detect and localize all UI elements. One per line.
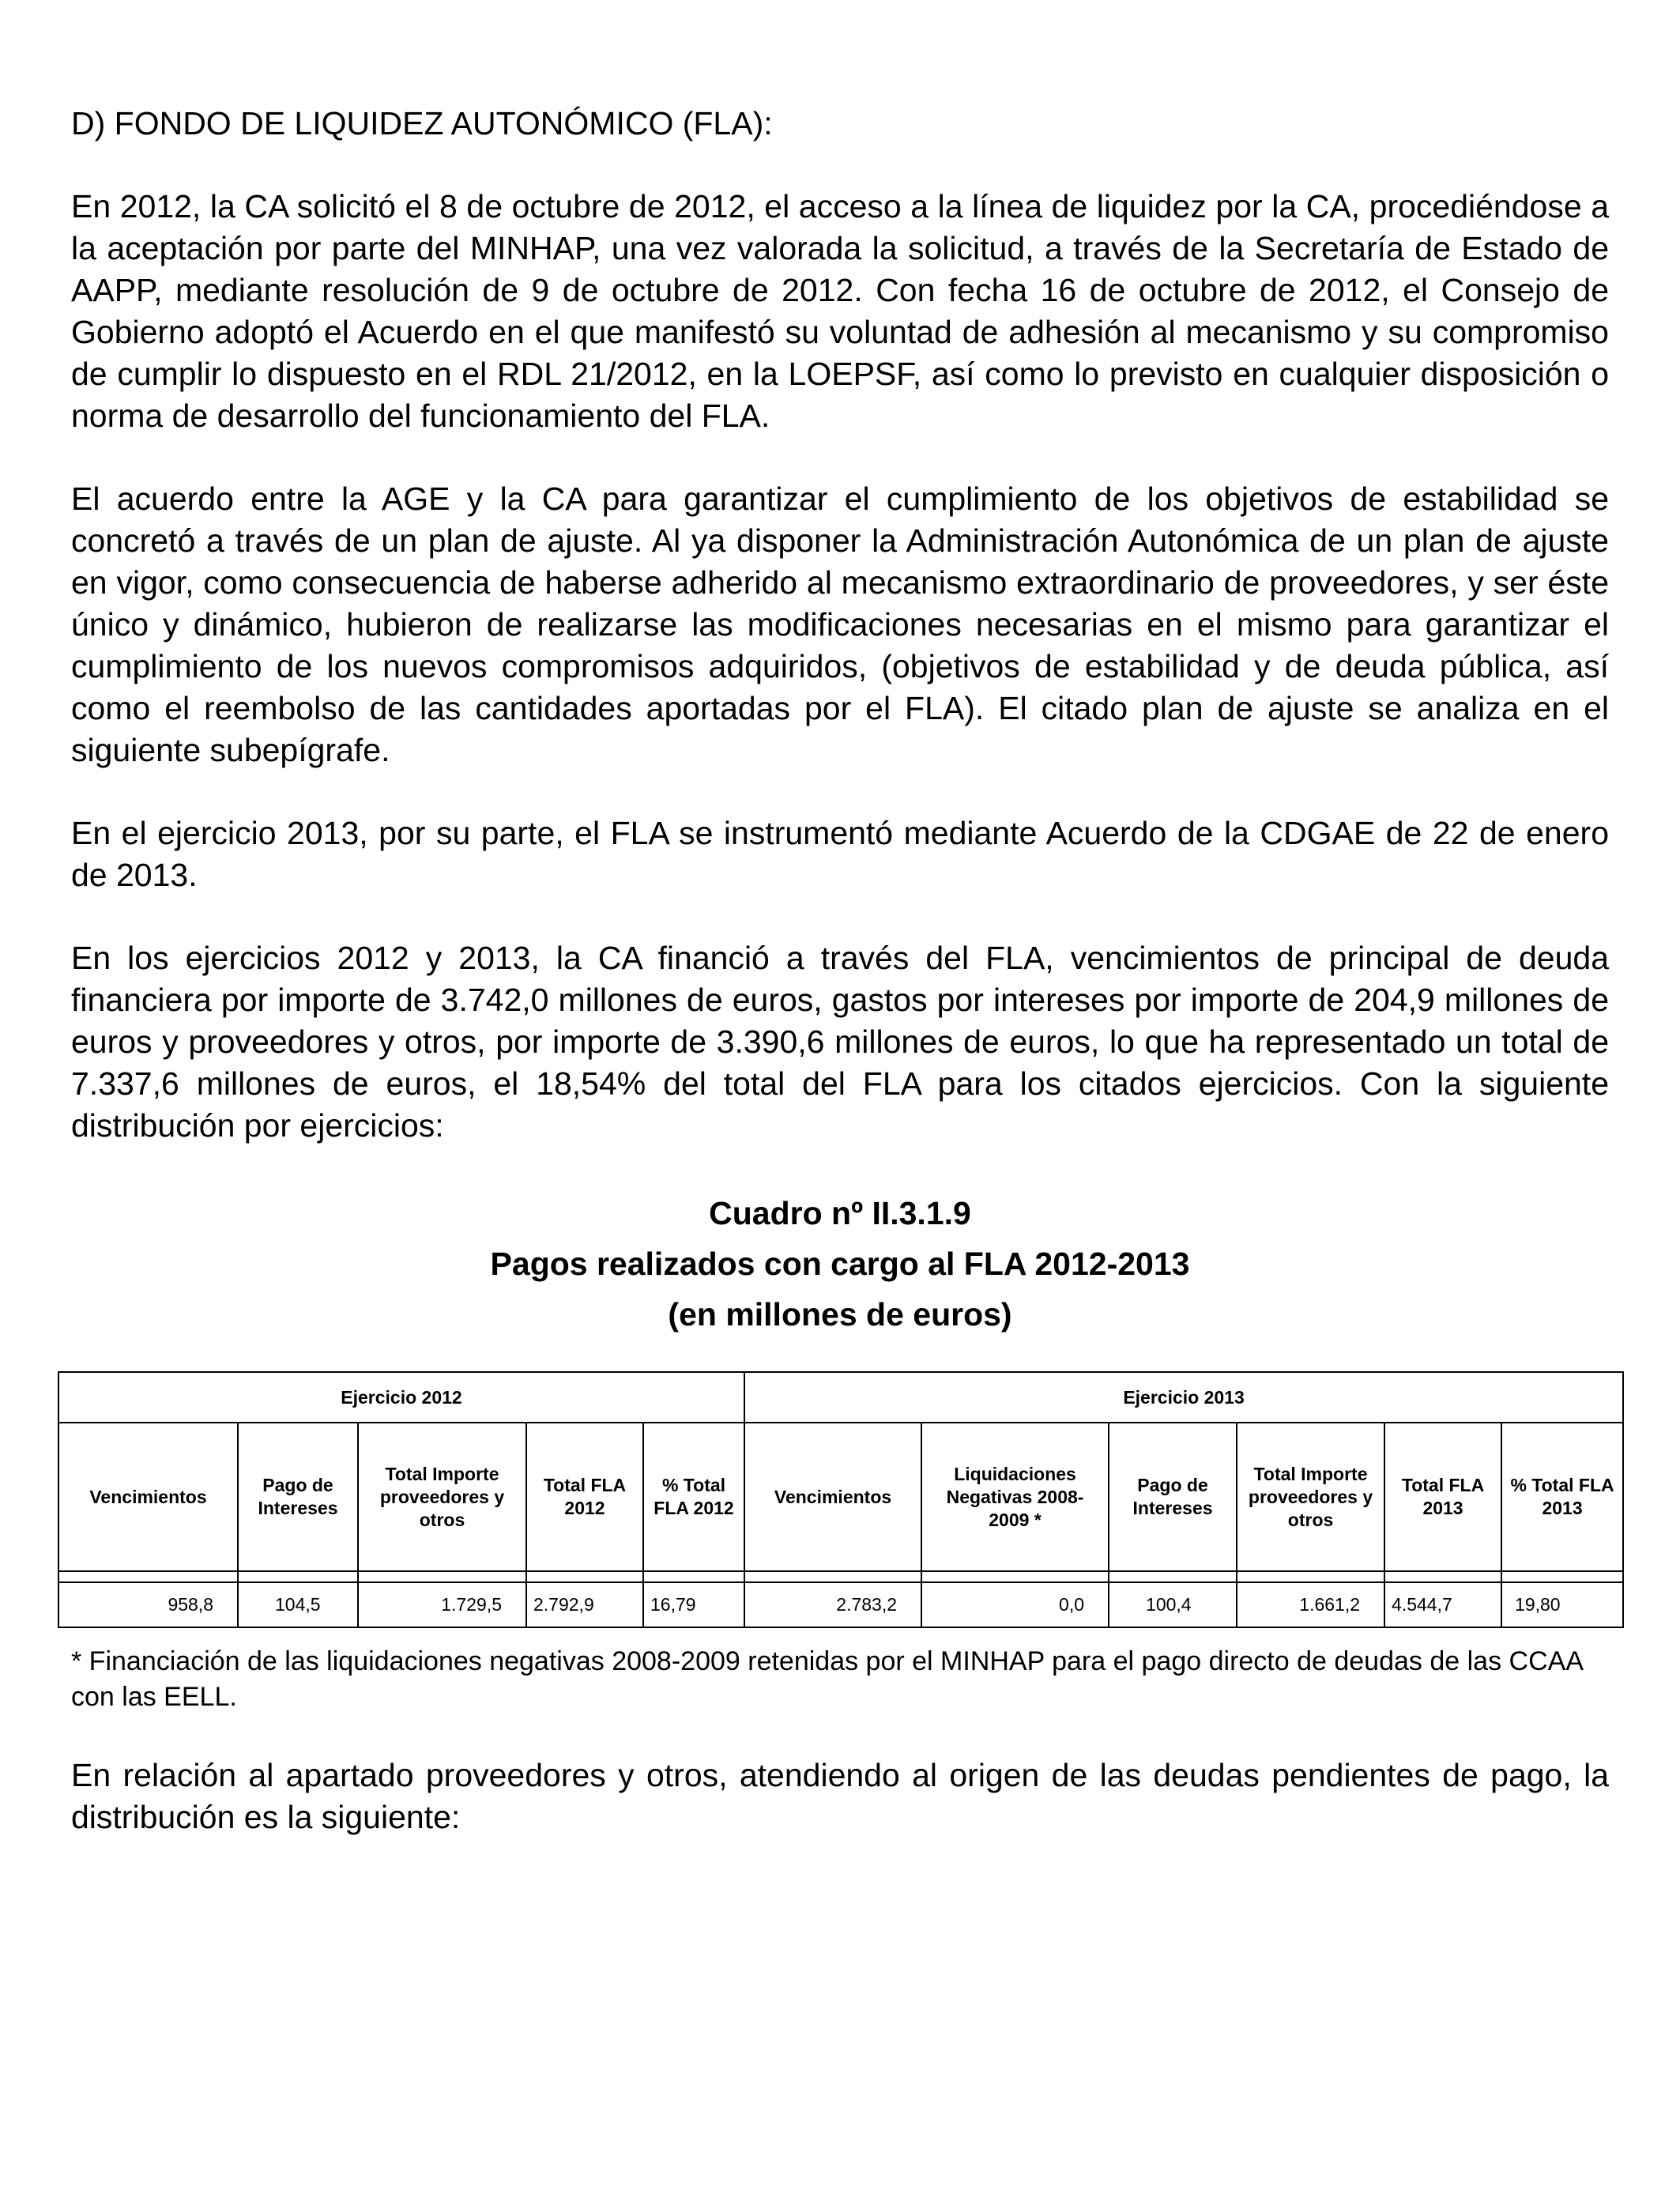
table-row	[58, 1582, 1623, 1627]
col-header-vencimientos-2013: Vencimientos	[744, 1423, 921, 1571]
col-header-intereses-2013: Pago de Intereses	[1109, 1423, 1237, 1571]
cell-intereses-2012: 104,5	[238, 1582, 358, 1627]
cell-total-fla-2012: 2.792,9	[526, 1582, 643, 1627]
table-title	[71, 1188, 1609, 1340]
cell-total-fla-2013: 4.544,7	[1384, 1582, 1501, 1627]
col-header-intereses-2012: Pago de Intereses	[238, 1423, 358, 1571]
paragraph-fla-2012-request: En 2012, la CA solicitó el 8 de octubre de 2012, el acceso a la línea de liquidez por la CA, procediéndose a la aceptación por parte del MINHAP, una vez valorada la solicitud, a través de la Secretaría de Estado de AAPP, mediante resolución de 9 de octubre de 2012. Con fecha 16 de octubre de 2012, el Consejo de Gobierno adoptó el Acuerdo en el que manifestó su voluntad de adhesión al mecanismo y su compromiso de cumplir lo dispuesto en el RDL 21/2012, en la LOEPSF, así como lo previsto en cualquier disposición o norma de desarrollo del funcionamiento del FLA.	[71, 188, 1609, 434]
col-header-liquidaciones-2013: Liquidaciones Negativas 2008-2009 *	[921, 1423, 1109, 1571]
col-header-vencimientos-2012: Vencimientos	[58, 1423, 238, 1571]
fla-payments-table	[58, 1371, 1624, 1628]
col-header-pct-fla-2013: % Total FLA 2013	[1501, 1423, 1623, 1571]
cell-proveedores-2012: 1.729,5	[358, 1582, 526, 1627]
cell-vencimientos-2012: 958,8	[58, 1582, 238, 1627]
paragraph-adjustment-plan: El acuerdo entre la AGE y la CA para garantizar el cumplimiento de los objetivos de estabilidad se concretó a través de un plan de ajuste. Al ya disponer la Administración Autonómica de un plan de ajuste en vigor, como consecuencia de haberse adherido al mecanismo extraordinario de proveedores, y ser éste único y dinámico, hubieron de realizarse las modificaciones necesarias en el mismo para garantizar el cumplimiento de los nuevos compromisos adquiridos, (objetivos de estabilidad y de deuda pública, así como el reembolso de las cantidades aportadas por el FLA). El citado plan de ajuste se analiza en el siguiente subepígrafe.	[71, 481, 1609, 768]
col-header-pct-fla-2012: % Total FLA 2012	[643, 1423, 744, 1571]
section-heading: D) FONDO DE LIQUIDEZ AUTONÓMICO (FLA):	[71, 105, 773, 141]
paragraph-fla-financing-totals: En los ejercicios 2012 y 2013, la CA financió a través del FLA, vencimientos de principal de deuda financiera por importe de 3.742,0 millones de euros, gastos por intereses por importe de 204,9 millones de euros y proveedores y otros, por importe de 3.390,6 millones de euros, lo que ha representado un total de 7.337,6 millones de euros, el 18,54% del total del FLA para los citados ejercicios. Con la siguiente distribución por ejercicios:	[71, 940, 1609, 1144]
table-column-header-row	[58, 1423, 1623, 1571]
col-header-total-fla-2012: Total FLA 2012	[526, 1423, 643, 1571]
col-header-proveedores-2013: Total Importe proveedores y otros	[1237, 1423, 1384, 1571]
table-spacer-row	[58, 1571, 1623, 1582]
document-page	[71, 103, 1614, 1838]
table-title-number: Cuadro nº II.3.1.9	[709, 1195, 971, 1231]
cell-proveedores-2013: 1.661,2	[1237, 1582, 1384, 1627]
table-title-description: Pagos realizados con cargo al FLA 2012-2013	[490, 1246, 1190, 1282]
table-footnote: * Financiación de las liquidaciones negativas 2008-2009 retenidas por el MINHAP para el pago directo de deudas de las CCAA con las EELL.	[71, 1646, 1583, 1712]
paragraph-suppliers-distribution: En relación al apartado proveedores y otros, atendiendo al origen de las deudas pendientes de pago, la distribución es la siguiente:	[71, 1757, 1609, 1835]
paragraph-fla-2013: En el ejercicio 2013, por su parte, el FLA se instrumentó mediante Acuerdo de la CDGAE de 22 de enero de 2013.	[71, 815, 1609, 893]
group-header-2013: Ejercicio 2013	[744, 1372, 1623, 1423]
table-title-units: (en millones de euros)	[668, 1296, 1012, 1333]
cell-liquidaciones-2013: 0,0	[921, 1582, 1109, 1627]
col-header-proveedores-2012: Total Importe proveedores y otros	[358, 1423, 526, 1571]
table-group-header-row	[58, 1372, 1623, 1423]
cell-intereses-2013: 100,4	[1109, 1582, 1237, 1627]
cell-vencimientos-2013: 2.783,2	[744, 1582, 921, 1627]
cell-pct-fla-2013: 19,80	[1501, 1582, 1623, 1627]
cell-pct-fla-2012: 16,79	[643, 1582, 744, 1627]
col-header-total-fla-2013: Total FLA 2013	[1384, 1423, 1501, 1571]
group-header-2012: Ejercicio 2012	[58, 1372, 744, 1423]
